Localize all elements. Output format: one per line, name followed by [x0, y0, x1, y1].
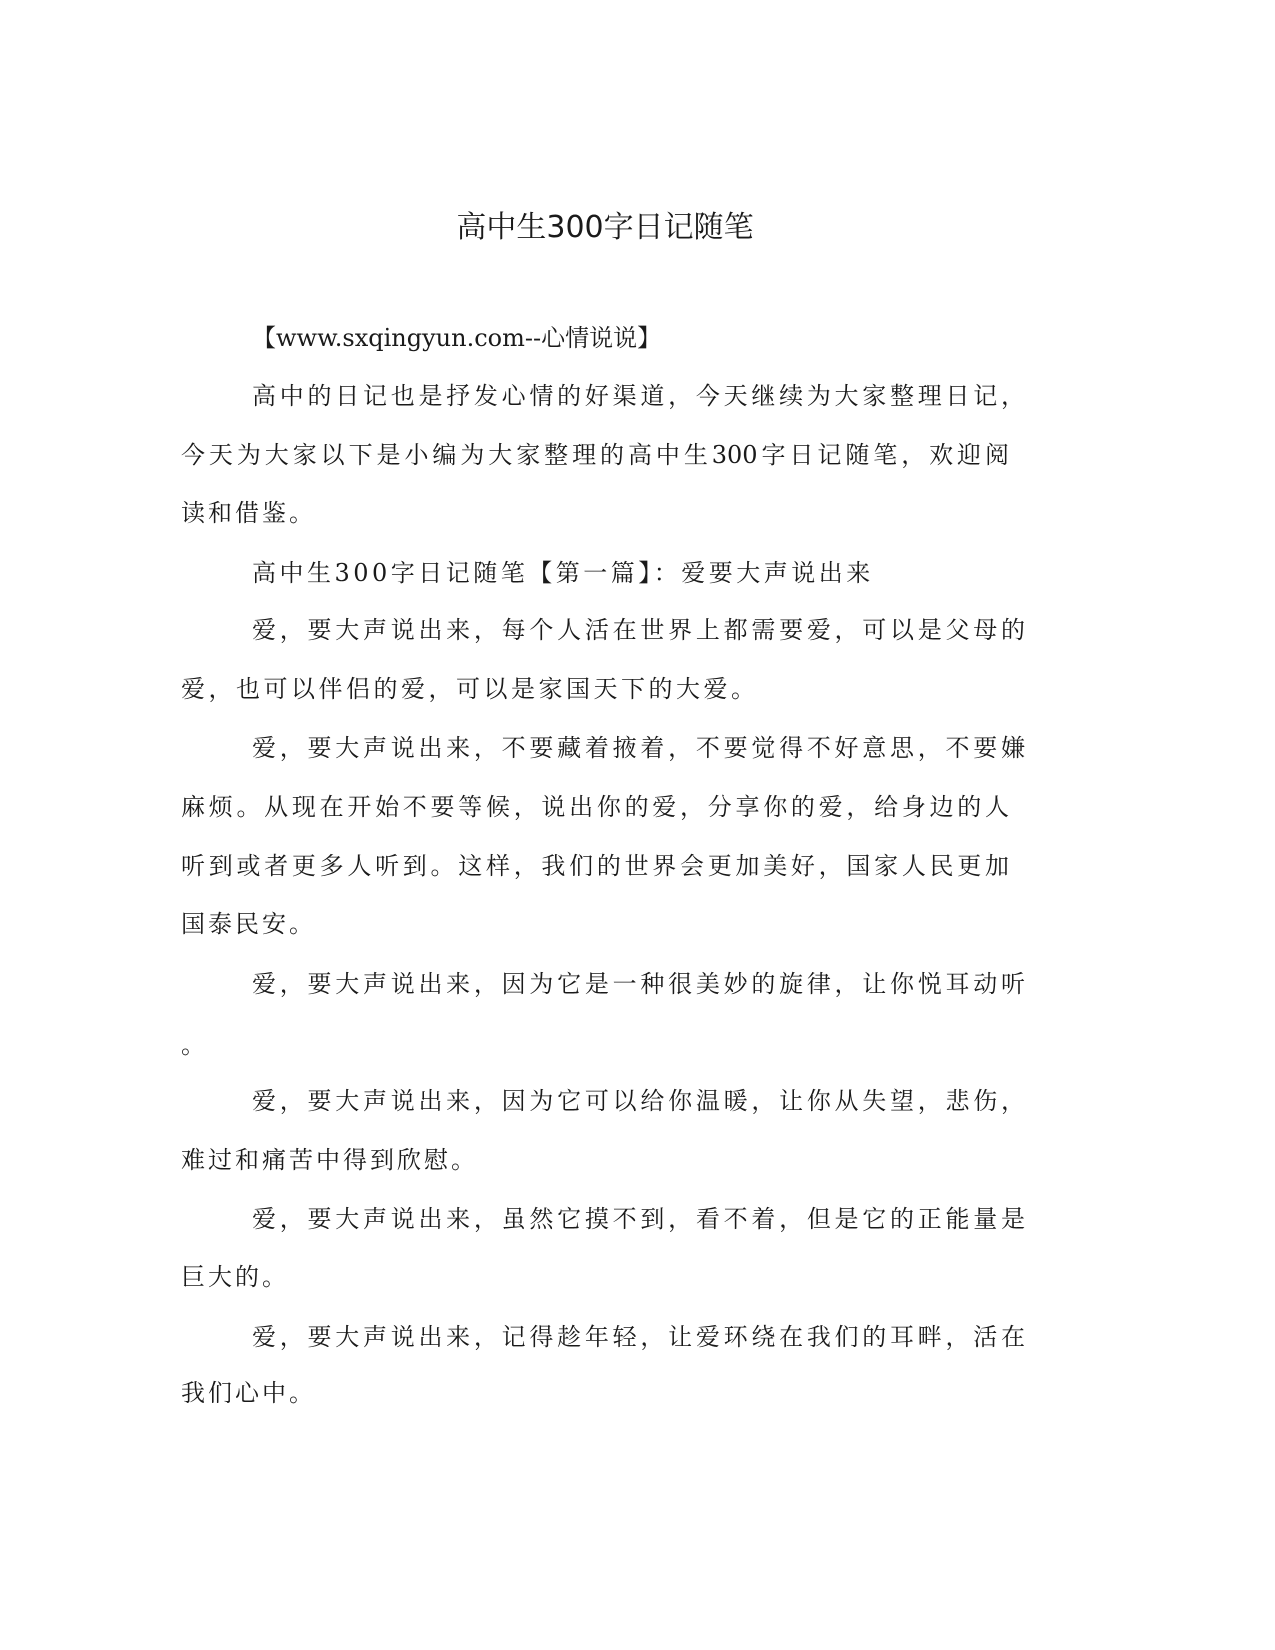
paragraph-line: 难过和痛苦中得到欣慰。	[181, 1146, 478, 1174]
document-title: 高中生300字日记随笔	[456, 210, 754, 245]
section-heading: 高中生300字日记随笔【第一篇】：爱要大声说出来	[252, 559, 874, 587]
paragraph-line: 麻烦。从现在开始不要等候，说出你的爱，分享你的爱，给身边的人	[181, 793, 1009, 821]
paragraph-line: 我们心中。	[181, 1379, 316, 1407]
paragraph-line: 爱，要大声说出来，因为它是一种很美妙的旋律，让你悦耳动听	[252, 970, 1025, 998]
paragraph-line: 爱，要大声说出来，记得趁年轻，让爱环绕在我们的耳畔，活在	[252, 1323, 1025, 1351]
paragraph-line: 国泰民安。	[181, 910, 316, 938]
paragraph-line: 今天为大家以下是小编为大家整理的高中生300字日记随笔，欢迎阅	[181, 441, 1009, 469]
paragraph-line: 爱，要大声说出来，每个人活在世界上都需要爱，可以是父母的	[252, 616, 1025, 644]
paragraph-line: 高中的日记也是抒发心情的好渠道，今天继续为大家整理日记，	[252, 382, 1025, 410]
paragraph-line: 读和借鉴。	[181, 499, 316, 527]
source-line: 【www.sxqingyun.com--心情说说】	[252, 324, 662, 352]
paragraph-line: 。	[181, 1031, 205, 1059]
paragraph-line: 巨大的。	[181, 1263, 289, 1291]
paragraph-line: 爱，也可以伴侣的爱，可以是家国天下的大爱。	[181, 675, 759, 703]
paragraph-line: 爱，要大声说出来，不要藏着掖着，不要觉得不好意思，不要嫌	[252, 734, 1025, 762]
paragraph-line: 听到或者更多人听到。这样，我们的世界会更加美好，国家人民更加	[181, 852, 1009, 880]
paragraph-line: 爱，要大声说出来，虽然它摸不到，看不着，但是它的正能量是	[252, 1205, 1025, 1233]
paragraph-line: 爱，要大声说出来，因为它可以给你温暖，让你从失望，悲伤，	[252, 1087, 1025, 1115]
